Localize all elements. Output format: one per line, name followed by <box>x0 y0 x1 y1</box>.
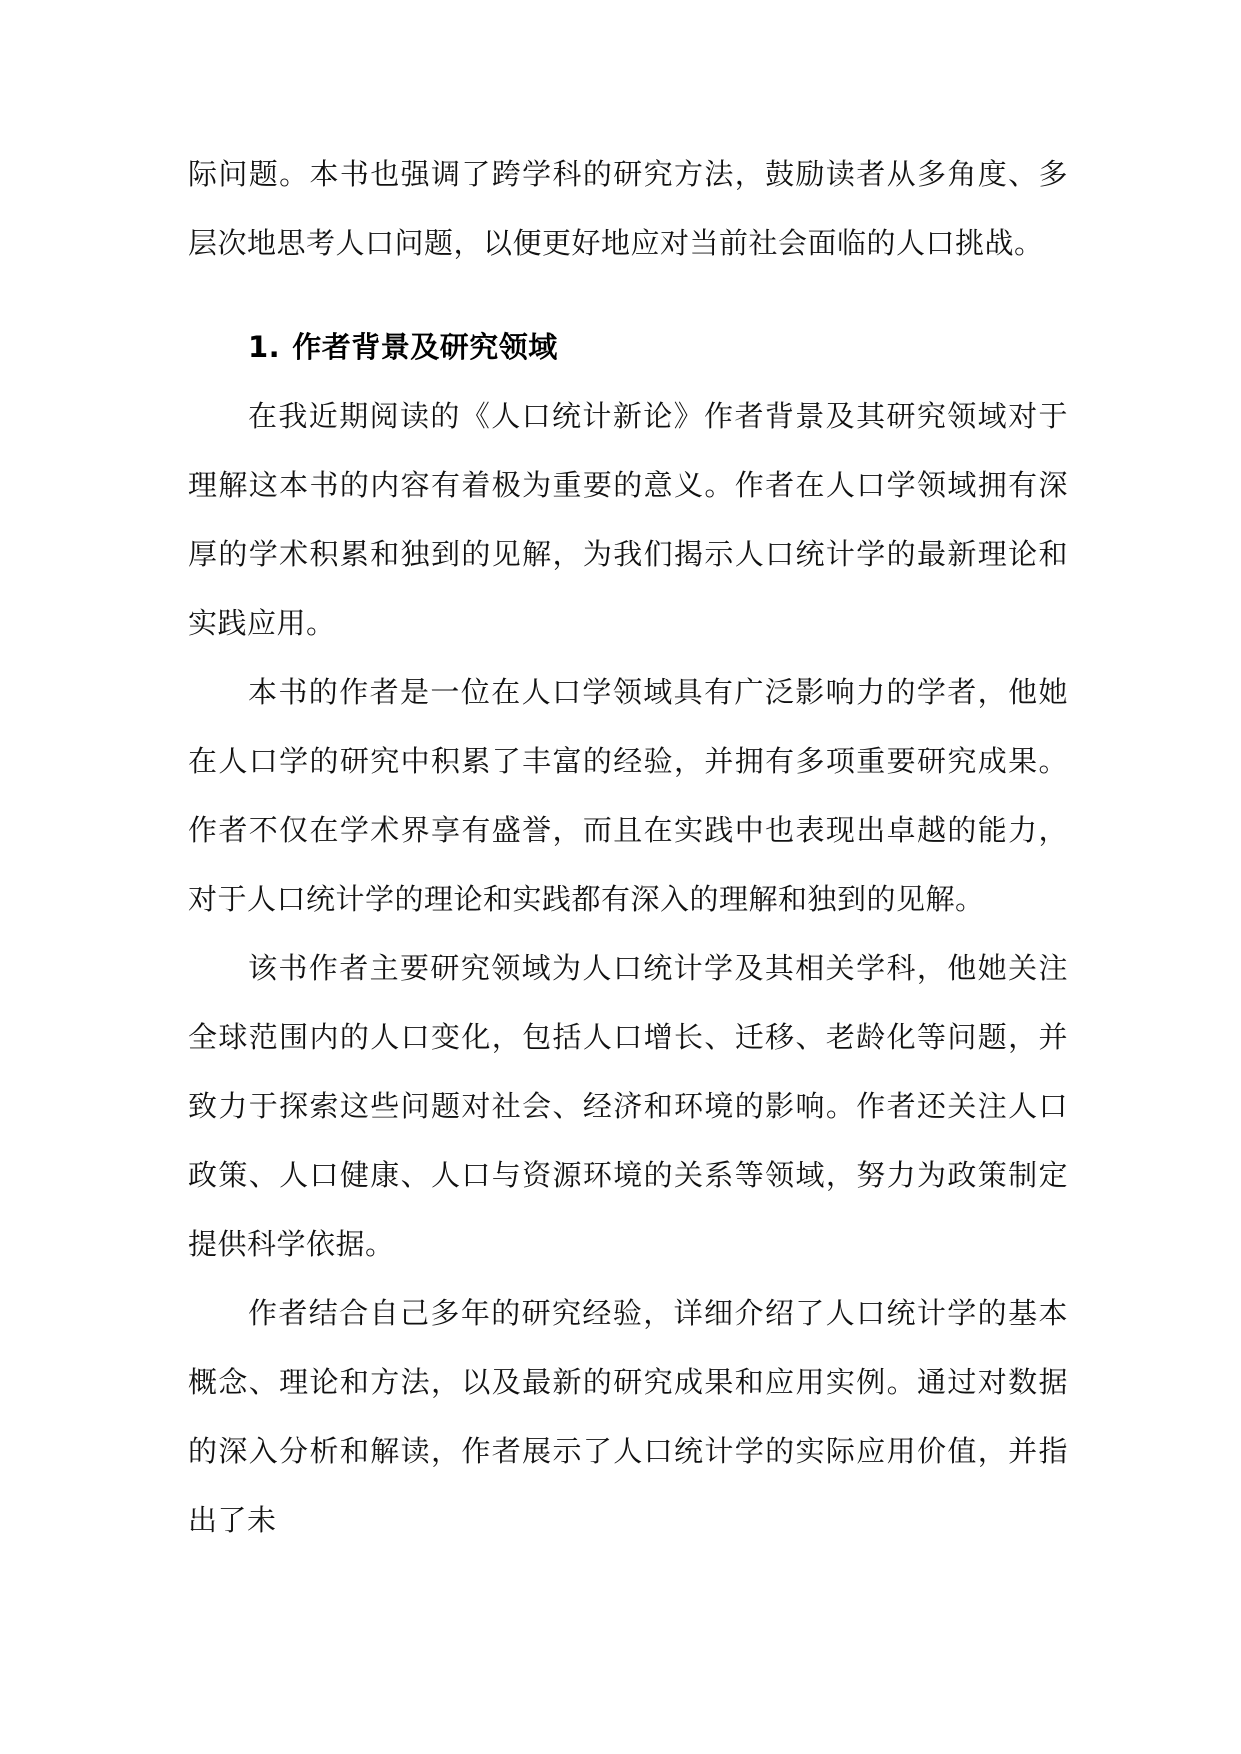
paragraph-book-content: 作者结合自己多年的研究经验，详细介绍了人口统计学的基本概念、理论和方法，以及最新的研究成果和应用实例。通过对数据的深入分析和解读，作者展示了人口统计学的实际应用价值，并指出了未 <box>188 1296 1068 1537</box>
continued-paragraph: 际问题。本书也强调了跨学科的研究方法，鼓励读者从多角度、多层次地思考人口问题，以便更好地应对当前社会面临的人口挑战。 <box>188 157 1068 260</box>
paragraph-research-areas: 该书作者主要研究领域为人口统计学及其相关学科，他她关注全球范围内的人口变化，包括人口增长、迁移、老龄化等问题，并致力于探索这些问题对社会、经济和环境的影响。作者还关注人口政策、人口健康、人口与资源环境的关系等领域，努力为政策制定提供科学依据。 <box>188 951 1068 1261</box>
section-number: 1. <box>248 330 281 364</box>
section-heading <box>188 313 1068 382</box>
section-title: 作者背景及研究领域 <box>292 330 558 364</box>
paragraph-author-background: 在我近期阅读的《人口统计新论》作者背景及其研究领域对于理解这本书的内容有着极为重要的意义。作者在人口学领域拥有深厚的学术积累和独到的见解，为我们揭示人口统计学的最新理论和实践应用。 <box>188 399 1068 640</box>
paragraph-author-profile: 本书的作者是一位在人口学领域具有广泛影响力的学者，他她在人口学的研究中积累了丰富的经验，并拥有多项重要研究成果。作者不仅在学术界享有盛誉，而且在实践中也表现出卓越的能力，对于人口统计学的理论和实践都有深入的理解和独到的见解。 <box>188 675 1068 916</box>
document-body <box>188 140 1068 1555</box>
